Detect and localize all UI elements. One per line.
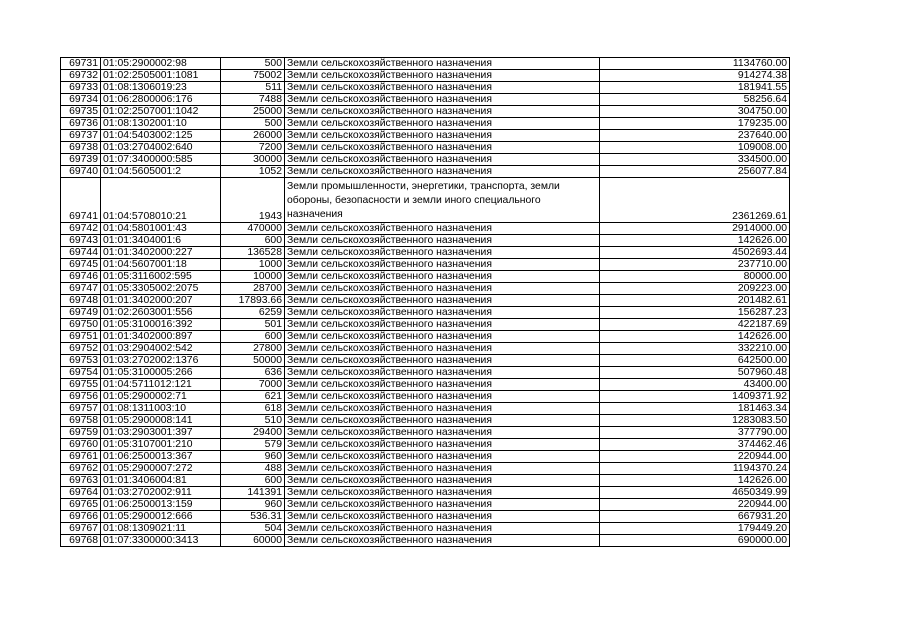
row-id-cell: 69748 <box>61 295 101 307</box>
table-row <box>61 331 790 343</box>
cadastral-value-cell: 4650349.99 <box>600 487 790 499</box>
land-category-cell: Земли сельскохозяйственного назначения <box>285 118 600 130</box>
land-category-cell: Земли сельскохозяйственного назначения <box>285 343 600 355</box>
row-id-cell: 69737 <box>61 130 101 142</box>
cadastral-number-cell: 01:01:3402000:207 <box>101 295 221 307</box>
cadastral-number-cell: 01:05:3100016:392 <box>101 319 221 331</box>
table-row <box>61 106 790 118</box>
table-row <box>61 295 790 307</box>
cadastral-value-cell: 220944.00 <box>600 451 790 463</box>
land-category-cell: Земли сельскохозяйственного назначения <box>285 439 600 451</box>
row-id-cell: 69740 <box>61 166 101 178</box>
area-cell: 17893.66 <box>221 295 285 307</box>
cadastral-number-cell: 01:04:5708010:21 <box>101 178 221 223</box>
area-cell: 27800 <box>221 343 285 355</box>
cadastral-number-cell: 01:04:5711012:121 <box>101 379 221 391</box>
row-id-cell: 69754 <box>61 367 101 379</box>
row-id-cell: 69745 <box>61 259 101 271</box>
cadastral-number-cell: 01:05:3116002:595 <box>101 271 221 283</box>
area-cell: 600 <box>221 331 285 343</box>
cadastral-number-cell: 01:05:2900008:141 <box>101 415 221 427</box>
row-id-cell: 69759 <box>61 427 101 439</box>
land-category-cell: Земли сельскохозяйственного назначения <box>285 379 600 391</box>
area-cell: 579 <box>221 439 285 451</box>
row-id-cell: 69747 <box>61 283 101 295</box>
table-row <box>61 523 790 535</box>
cadastral-number-cell: 01:05:2900007:272 <box>101 463 221 475</box>
table-row <box>61 511 790 523</box>
area-cell: 136528 <box>221 247 285 259</box>
land-category-cell: Земли сельскохозяйственного назначения <box>285 319 600 331</box>
cadastral-number-cell: 01:02:2507001:1042 <box>101 106 221 118</box>
cadastral-value-cell: 179449.20 <box>600 523 790 535</box>
land-category-cell: Земли сельскохозяйственного назначения <box>285 154 600 166</box>
row-id-cell: 69756 <box>61 391 101 403</box>
cadastral-value-cell: 334500.00 <box>600 154 790 166</box>
cadastral-value-cell: 181941.55 <box>600 82 790 94</box>
row-id-cell: 69731 <box>61 58 101 70</box>
row-id-cell: 69768 <box>61 535 101 547</box>
cadastral-number-cell: 01:04:5607001:18 <box>101 259 221 271</box>
area-cell: 141391 <box>221 487 285 499</box>
area-cell: 511 <box>221 82 285 94</box>
cadastral-number-cell: 01:08:1311003:10 <box>101 403 221 415</box>
cadastral-value-cell: 914274.38 <box>600 70 790 82</box>
cadastral-value-cell: 374462.46 <box>600 439 790 451</box>
area-cell: 501 <box>221 319 285 331</box>
row-id-cell: 69742 <box>61 223 101 235</box>
cadastral-number-cell: 01:05:2900002:71 <box>101 391 221 403</box>
land-category-cell: Земли сельскохозяйственного назначения <box>285 391 600 403</box>
table-row <box>61 343 790 355</box>
table-row <box>61 223 790 235</box>
cadastral-value-cell: 1283083.50 <box>600 415 790 427</box>
cadastral-value-cell: 201482.61 <box>600 295 790 307</box>
table-body <box>61 58 790 547</box>
table-row <box>61 130 790 142</box>
table-row <box>61 391 790 403</box>
cadastral-number-cell: 01:03:2904002:542 <box>101 343 221 355</box>
land-category-cell: Земли сельскохозяйственного назначения <box>285 427 600 439</box>
area-cell: 600 <box>221 235 285 247</box>
cadastral-value-cell: 422187.69 <box>600 319 790 331</box>
cadastral-number-cell: 01:06:2500013:367 <box>101 451 221 463</box>
cadastral-number-cell: 01:05:3305002:2075 <box>101 283 221 295</box>
row-id-cell: 69766 <box>61 511 101 523</box>
cadastral-value-cell: 667931.20 <box>600 511 790 523</box>
row-id-cell: 69739 <box>61 154 101 166</box>
row-id-cell: 69743 <box>61 235 101 247</box>
cadastral-number-cell: 01:01:3404001:6 <box>101 235 221 247</box>
land-category-cell: Земли сельскохозяйственного назначения <box>285 106 600 118</box>
area-cell: 500 <box>221 58 285 70</box>
table-row <box>61 427 790 439</box>
land-category-cell: Земли сельскохозяйственного назначения <box>285 523 600 535</box>
land-category-cell: Земли сельскохозяйственного назначения <box>285 307 600 319</box>
cadastral-number-cell: 01:02:2505001:1081 <box>101 70 221 82</box>
land-category-cell: Земли сельскохозяйственного назначения <box>285 70 600 82</box>
cadastral-value-cell: 256077.84 <box>600 166 790 178</box>
land-category-cell: Земли сельскохозяйственного назначения <box>285 487 600 499</box>
table-row <box>61 283 790 295</box>
cadastral-value-cell: 142626.00 <box>600 235 790 247</box>
row-id-cell: 69761 <box>61 451 101 463</box>
land-category-cell: Земли сельскохозяйственного назначения <box>285 295 600 307</box>
area-cell: 1943 <box>221 178 285 223</box>
cadastral-value-cell: 237710.00 <box>600 259 790 271</box>
cadastral-number-cell: 01:03:2903001:397 <box>101 427 221 439</box>
area-cell: 6259 <box>221 307 285 319</box>
land-category-cell: Земли сельскохозяйственного назначения <box>285 403 600 415</box>
land-category-cell: Земли сельскохозяйственного назначения <box>285 259 600 271</box>
land-category-cell: Земли промышленности, энергетики, транспорта, земли обороны, безопасности и земли иного специального назначения <box>285 178 600 223</box>
cadastral-value-cell: 642500.00 <box>600 355 790 367</box>
cadastral-number-cell: 01:03:2702002:911 <box>101 487 221 499</box>
land-category-cell: Земли сельскохозяйственного назначения <box>285 130 600 142</box>
area-cell: 636 <box>221 367 285 379</box>
row-id-cell: 69752 <box>61 343 101 355</box>
row-id-cell: 69763 <box>61 475 101 487</box>
row-id-cell: 69738 <box>61 142 101 154</box>
cadastral-number-cell: 01:01:3402000:897 <box>101 331 221 343</box>
land-category-cell: Земли сельскохозяйственного назначения <box>285 535 600 547</box>
cadastral-value-cell: 2361269.61 <box>600 178 790 223</box>
row-id-cell: 69765 <box>61 499 101 511</box>
table-row <box>61 487 790 499</box>
table-row <box>61 259 790 271</box>
table-row <box>61 154 790 166</box>
area-cell: 618 <box>221 403 285 415</box>
table-row <box>61 307 790 319</box>
cadastral-number-cell: 01:05:3107001:210 <box>101 439 221 451</box>
cadastral-number-cell: 01:08:1306019:23 <box>101 82 221 94</box>
area-cell: 29400 <box>221 427 285 439</box>
cadastral-number-cell: 01:08:1302001:10 <box>101 118 221 130</box>
table-row <box>61 58 790 70</box>
cadastral-value-cell: 179235.00 <box>600 118 790 130</box>
area-cell: 10000 <box>221 271 285 283</box>
cadastral-number-cell: 01:04:5403002:125 <box>101 130 221 142</box>
row-id-cell: 69744 <box>61 247 101 259</box>
table-row <box>61 451 790 463</box>
area-cell: 7000 <box>221 379 285 391</box>
cadastral-number-cell: 01:03:2702002:1376 <box>101 355 221 367</box>
cadastral-number-cell: 01:05:2900002:98 <box>101 58 221 70</box>
table-row <box>61 247 790 259</box>
cadastral-value-cell: 1194370.24 <box>600 463 790 475</box>
table-row <box>61 379 790 391</box>
land-category-cell: Земли сельскохозяйственного назначения <box>285 271 600 283</box>
row-id-cell: 69750 <box>61 319 101 331</box>
cadastral-value-cell: 109008.00 <box>600 142 790 154</box>
table-row <box>61 475 790 487</box>
cadastral-number-cell: 01:01:3402000:227 <box>101 247 221 259</box>
cadastral-number-cell: 01:05:3100005:266 <box>101 367 221 379</box>
row-id-cell: 69764 <box>61 487 101 499</box>
area-cell: 960 <box>221 451 285 463</box>
cadastral-number-cell: 01:01:3406004:81 <box>101 475 221 487</box>
cadastral-value-cell: 181463.34 <box>600 403 790 415</box>
area-cell: 504 <box>221 523 285 535</box>
cadastral-value-cell: 43400.00 <box>600 379 790 391</box>
cadastral-value-cell: 142626.00 <box>600 475 790 487</box>
land-category-cell: Земли сельскохозяйственного назначения <box>285 367 600 379</box>
row-id-cell: 69755 <box>61 379 101 391</box>
area-cell: 25000 <box>221 106 285 118</box>
area-cell: 536.31 <box>221 511 285 523</box>
row-id-cell: 69733 <box>61 82 101 94</box>
area-cell: 30000 <box>221 154 285 166</box>
cadastral-value-cell: 2914000.00 <box>600 223 790 235</box>
land-category-cell: Земли сельскохозяйственного назначения <box>285 235 600 247</box>
cadastral-value-cell: 4502693.44 <box>600 247 790 259</box>
row-id-cell: 69762 <box>61 463 101 475</box>
area-cell: 960 <box>221 499 285 511</box>
cadastral-number-cell: 01:07:3400000:585 <box>101 154 221 166</box>
cadastral-number-cell: 01:02:2603001:556 <box>101 307 221 319</box>
cadastral-value-cell: 690000.00 <box>600 535 790 547</box>
area-cell: 621 <box>221 391 285 403</box>
table-row <box>61 367 790 379</box>
row-id-cell: 69734 <box>61 94 101 106</box>
table-row <box>61 142 790 154</box>
area-cell: 600 <box>221 475 285 487</box>
cadastral-value-cell: 58256.64 <box>600 94 790 106</box>
cadastral-value-cell: 142626.00 <box>600 331 790 343</box>
land-parcel-table <box>60 57 790 547</box>
row-id-cell: 69767 <box>61 523 101 535</box>
area-cell: 60000 <box>221 535 285 547</box>
cadastral-number-cell: 01:07:3300000:3413 <box>101 535 221 547</box>
area-cell: 28700 <box>221 283 285 295</box>
row-id-cell: 69735 <box>61 106 101 118</box>
area-cell: 470000 <box>221 223 285 235</box>
land-category-cell: Земли сельскохозяйственного назначения <box>285 475 600 487</box>
land-category-cell: Земли сельскохозяйственного назначения <box>285 247 600 259</box>
row-id-cell: 69757 <box>61 403 101 415</box>
table-row <box>61 94 790 106</box>
land-category-cell: Земли сельскохозяйственного назначения <box>285 415 600 427</box>
land-category-cell: Земли сельскохозяйственного назначения <box>285 223 600 235</box>
row-id-cell: 69736 <box>61 118 101 130</box>
cadastral-value-cell: 220944.00 <box>600 499 790 511</box>
land-category-cell: Земли сельскохозяйственного назначения <box>285 58 600 70</box>
land-category-cell: Земли сельскохозяйственного назначения <box>285 451 600 463</box>
table-row <box>61 82 790 94</box>
table-row <box>61 355 790 367</box>
land-category-cell: Земли сельскохозяйственного назначения <box>285 331 600 343</box>
row-id-cell: 69746 <box>61 271 101 283</box>
cadastral-value-cell: 156287.23 <box>600 307 790 319</box>
cadastral-value-cell: 332210.00 <box>600 343 790 355</box>
table-row <box>61 535 790 547</box>
area-cell: 7488 <box>221 94 285 106</box>
row-id-cell: 69732 <box>61 70 101 82</box>
table-row <box>61 70 790 82</box>
table-row <box>61 271 790 283</box>
area-cell: 50000 <box>221 355 285 367</box>
cadastral-value-cell: 80000.00 <box>600 271 790 283</box>
area-cell: 26000 <box>221 130 285 142</box>
table-row <box>61 463 790 475</box>
cadastral-value-cell: 507960.48 <box>600 367 790 379</box>
cadastral-number-cell: 01:06:2500013:159 <box>101 499 221 511</box>
area-cell: 75002 <box>221 70 285 82</box>
cadastral-value-cell: 237640.00 <box>600 130 790 142</box>
table-row <box>61 319 790 331</box>
area-cell: 1052 <box>221 166 285 178</box>
table-row <box>61 166 790 178</box>
land-category-cell: Земли сельскохозяйственного назначения <box>285 82 600 94</box>
land-category-cell: Земли сельскохозяйственного назначения <box>285 283 600 295</box>
cadastral-value-cell: 377790.00 <box>600 427 790 439</box>
cadastral-number-cell: 01:05:2900012:666 <box>101 511 221 523</box>
area-cell: 510 <box>221 415 285 427</box>
land-category-cell: Земли сельскохозяйственного назначения <box>285 511 600 523</box>
table-row <box>61 415 790 427</box>
row-id-cell: 69753 <box>61 355 101 367</box>
cadastral-value-cell: 1134760.00 <box>600 58 790 70</box>
cadastral-number-cell: 01:08:1309021:11 <box>101 523 221 535</box>
table-row <box>61 178 790 223</box>
row-id-cell: 69760 <box>61 439 101 451</box>
land-category-cell: Земли сельскохозяйственного назначения <box>285 94 600 106</box>
area-cell: 1000 <box>221 259 285 271</box>
table-row <box>61 499 790 511</box>
land-category-cell: Земли сельскохозяйственного назначения <box>285 166 600 178</box>
row-id-cell: 69749 <box>61 307 101 319</box>
cadastral-value-cell: 1409371.92 <box>600 391 790 403</box>
land-category-cell: Земли сельскохозяйственного назначения <box>285 142 600 154</box>
cadastral-value-cell: 209223.00 <box>600 283 790 295</box>
table-row <box>61 235 790 247</box>
cadastral-value-cell: 304750.00 <box>600 106 790 118</box>
cadastral-number-cell: 01:04:5605001:2 <box>101 166 221 178</box>
land-category-cell: Земли сельскохозяйственного назначения <box>285 463 600 475</box>
area-cell: 500 <box>221 118 285 130</box>
area-cell: 488 <box>221 463 285 475</box>
row-id-cell: 69741 <box>61 178 101 223</box>
area-cell: 7200 <box>221 142 285 154</box>
row-id-cell: 69758 <box>61 415 101 427</box>
cadastral-number-cell: 01:06:2800006:176 <box>101 94 221 106</box>
table-row <box>61 439 790 451</box>
table-row <box>61 403 790 415</box>
table-row <box>61 118 790 130</box>
land-category-cell: Земли сельскохозяйственного назначения <box>285 499 600 511</box>
row-id-cell: 69751 <box>61 331 101 343</box>
cadastral-number-cell: 01:04:5801001:43 <box>101 223 221 235</box>
land-category-cell: Земли сельскохозяйственного назначения <box>285 355 600 367</box>
cadastral-number-cell: 01:03:2704002:640 <box>101 142 221 154</box>
